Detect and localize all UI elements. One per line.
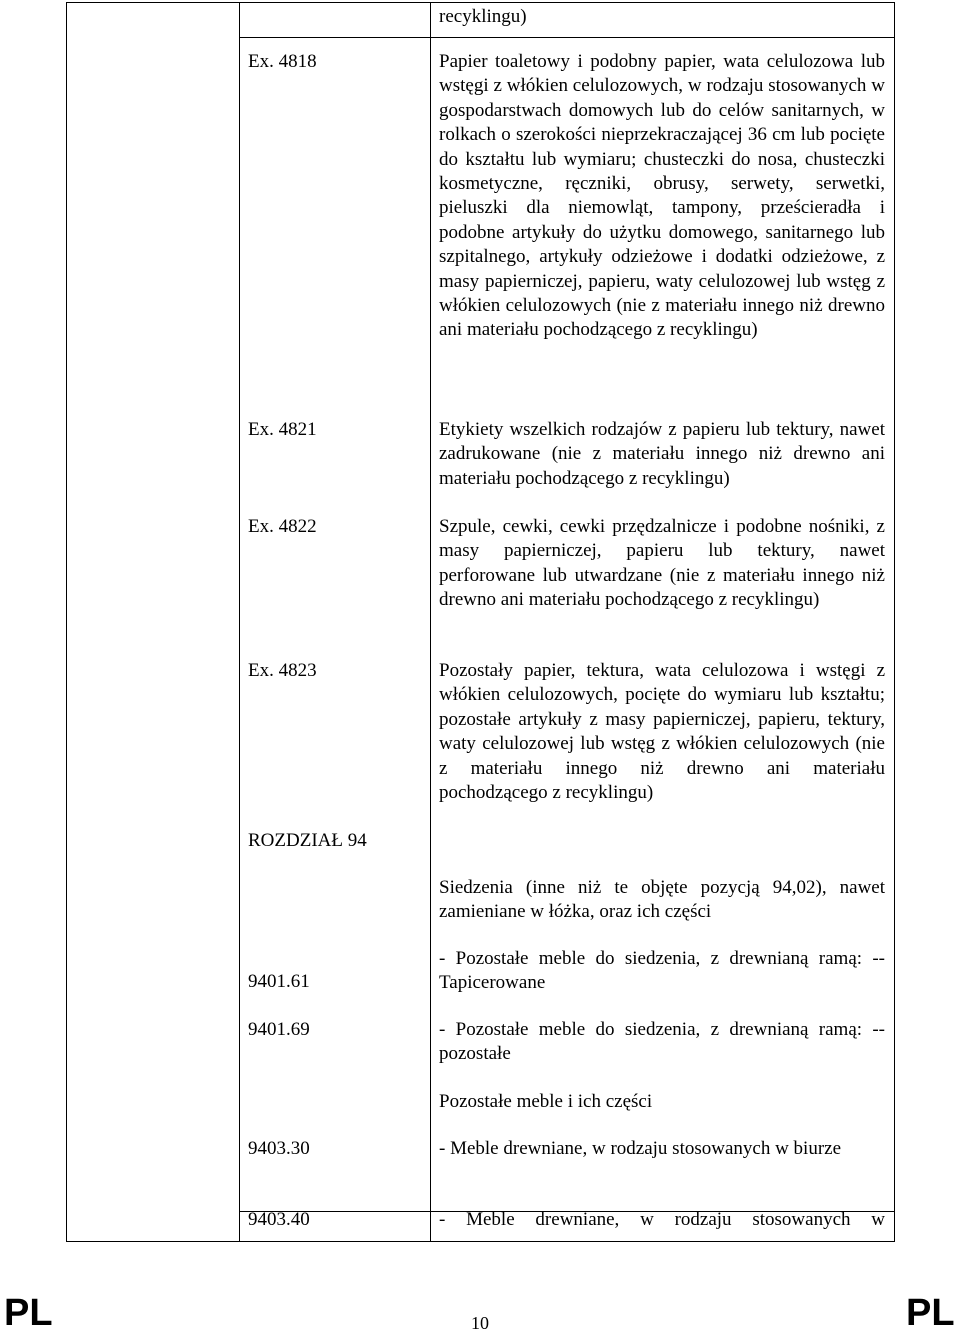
description-text: - Meble drewniane, w rodzaju stosowanych w biurze [439,1138,842,1159]
row-description [439,50,885,343]
row-code: 9401.61 [248,971,310,992]
description-text: recyklingu) [439,6,527,27]
description-text: - Meble drewniane, w rodzaju stosowanych w [439,1209,885,1230]
row-divider [239,37,894,38]
row-code: Ex. 4818 [248,51,317,72]
row-description [439,5,885,29]
row-description [439,515,885,613]
row-code: 9403.40 [248,1209,310,1230]
description-text: - Pozostałe meble do siedzenia, z drewnianą ramą: -- Tapicerowane [439,948,885,994]
row-description [439,947,885,996]
row-description [439,659,885,805]
page-number: 10 [471,1313,489,1333]
description-text: Etykiety wszelkich rodzajów z papieru lub tektury, nawet zadrukowane (nie z materiału innego niż drewno ani materiału pochodzącego z recyklingu) [439,419,885,489]
row-code: 9403.30 [248,1138,310,1159]
blank-column [67,3,240,1241]
code-column [239,3,431,1241]
heading-description [439,876,885,925]
row-code: 9401.69 [248,1019,310,1040]
description-text: - Pozostałe meble do siedzenia, z drewnianą ramą: -- pozostałe [439,1019,885,1065]
description-text: Papier toaletowy i podobny papier, wata celulozowa lub wstęgi z włókien celulozowych, w rodzaju stosowanych w gospodarstwach domowych lub do celów sanitarnych, w rolkach o szerokości nieprzekraczającej 36 cm lub pocięte do kształtu lub wymiaru; chusteczki do nosa, chusteczki kosmetyczne, ręczniki, obrusy, serwety, serwetki, pieluszki dla niemowląt, tampony, prześcieradła i podobne artykuły do użytku domowego, sanitarnego lub szpitalnego, artykuły odzieżowe i dodatki odzieżowe, z masy papierniczej, papieru, waty celulozowej lub wstęg z włókien celulozowych (nie z materiału innego niż drewno ani materiału pochodzącego z recyklingu) [439,51,885,341]
row-code: Ex. 4822 [248,516,317,537]
footer-language-left: PL [4,1292,53,1334]
row-description [439,1018,885,1067]
row-description [439,1208,885,1232]
chapter-heading: ROZDZIAŁ 94 [248,830,367,851]
footer-language-right: PL [906,1292,955,1334]
row-code: Ex. 4821 [248,419,317,440]
row-description [439,418,885,491]
heading-description [439,1090,885,1114]
description-text: Szpule, cewki, cewki przędzalnicze i podobne nośniki, z masy papierniczej, papieru lub tektury, nawet perforowane lub utwardzane (nie z materiału innego niż drewno ani materiału pochodzącego z recyklingu) [439,516,885,611]
row-description [439,1137,885,1161]
description-text: Pozostały papier, tektura, wata celulozowa i wstęgi z włókien celulozowych, pocięte do wymiaru lub kształtu; pozostałe artykuły z masy papierniczej, papieru, tektury, waty celulozowej lub wstęg z włókien celulozowych (nie z materiału innego niż drewno ani materiału pochodzącego z recyklingu) [439,660,885,804]
row-code: Ex. 4823 [248,660,317,681]
description-text: Pozostałe meble i ich części [439,1091,653,1112]
description-text: Siedzenia (inne niż te objęte pozycją 94,02), nawet zamieniane w łóżka, oraz ich części [439,877,885,923]
